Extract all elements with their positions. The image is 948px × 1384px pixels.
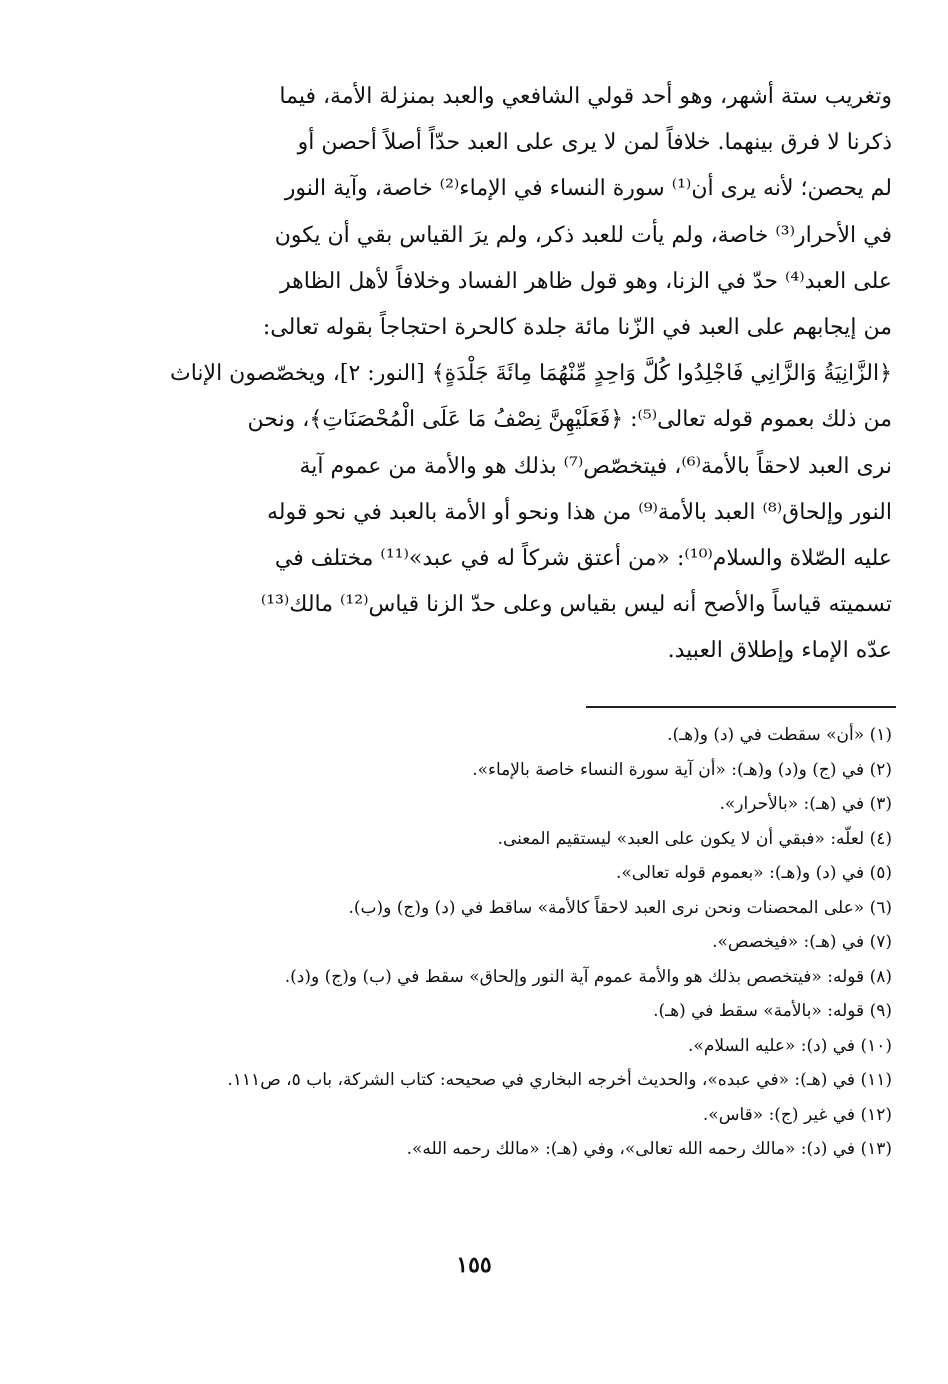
footnote: (٣) في (هـ): «بالأحرار».	[719, 794, 892, 814]
main-text-line: من إيجابهم على العبد في الزّنا مائة جلدة كالحرة احتجاجاً بقوله تعالى:	[262, 314, 892, 340]
footnote: (٩) قوله: «بالأمة» سقط في (هـ).	[653, 1001, 892, 1021]
main-text-line: وتغريب ستة أشهر، وهو أحد قولي الشافعي والعبد بمنزلة الأمة، فيما	[279, 84, 892, 109]
main-text-line: على العبد⁽⁴⁾ حدّ في الزنا، وهو قول ظاهر الفساد وخلافاً لأهل الظاهر	[280, 268, 892, 294]
footnote: (٢) في (ج) و(د) و(هـ): «أن آية سورة النساء خاصة بالإماء».	[472, 759, 892, 780]
footnote: (٦) «على المحصنات ونحن نرى العبد لاحقاً كالأمة» ساقط في (د) و(ج) و(ب).	[348, 897, 892, 918]
page-number: ١٥٥	[456, 1252, 492, 1278]
footnote: (٨) قوله: «فيتخصص بذلك هو والأمة عموم آية النور وإلحاق» سقط في (ب) و(ج) و(د).	[284, 966, 892, 987]
footnote: (١٣) في (د): «مالك رحمه الله تعالى»، وفي (هـ): «مالك رحمه الله».	[406, 1139, 892, 1159]
hadith-line: عليه الصّلاة والسلام⁽¹⁰⁾: «من أعتق شركاً له في عبد»⁽¹¹⁾ مختلف في	[274, 545, 892, 571]
footnote: (١٠) في (د): «عليه السلام».	[688, 1035, 892, 1056]
footnote: (١٢) في غير (ج): «قاس».	[702, 1104, 892, 1125]
main-text-line: عدّه الإماء وإطلاق العبيد.	[667, 638, 892, 664]
main-text-line: ذكرنا لا فرق بينهما. خلافاً لمن لا يرى على العبد حدّاً أصلاً أحصن أو	[297, 130, 892, 156]
quran-verse-line: من ذلك بعموم قوله تعالى⁽⁵⁾: ﴿فَعَلَيْهِنَّ نِصْفُ مَا عَلَى الْمُحْصَنَاتِ﴾، ونحن	[247, 407, 892, 433]
footnote: (٤) لعلّه: «فبقي أن لا يكون على العبد» ليستقيم المعنى.	[497, 828, 892, 849]
footnote: (١١) في (هـ): «في عبده»، والحديث أخرجه البخاري في صحيحه: كتاب الشركة، باب ٥، ص١١١.	[227, 1070, 892, 1090]
footnote: (١) «أن» سقطت في (د) و(هـ).	[667, 725, 892, 745]
main-text-line: لم يحصن؛ لأنه يرى أن⁽¹⁾ سورة النساء في الإماء⁽²⁾ خاصة، وآية النور	[284, 176, 892, 202]
footnote-separator	[586, 706, 896, 708]
main-text-line: نرى العبد لاحقاً بالأمة⁽⁶⁾، فيتخصّص⁽⁷⁾ بذلك هو والأمة من عموم آية	[299, 453, 892, 479]
footnotes-section	[140, 718, 892, 1167]
main-text-line: في الأحرار⁽³⁾ خاصة، ولم يأت للعبد ذكر، ولم يرَ القياس بقي أن يكون	[274, 222, 892, 248]
main-text-body	[140, 74, 892, 674]
quran-verse-line: ﴿الزَّانِيَةُ وَالزَّانِي فَاجْلِدُوا كُلَّ وَاحِدٍ مِّنْهُمَا مِائَةَ جَلْدَةٍ﴾ [النور: ٢]، ويخصّصون الإناث	[169, 361, 892, 387]
main-text-line: تسميته قياساً والأصح أنه ليس بقياس وعلى حدّ الزنا قياس⁽¹²⁾ مالك⁽¹³⁾	[260, 592, 892, 618]
footnote: (٧) في (هـ): «فيخصص».	[712, 932, 892, 952]
main-text-line: النور وإلحاق⁽⁸⁾ العبد بالأمة⁽⁹⁾ من هذا ونحو أو الأمة بالعبد في نحو قوله	[267, 499, 892, 525]
footnote: (٥) في (د) و(هـ): «بعموم قوله تعالى».	[615, 863, 892, 883]
